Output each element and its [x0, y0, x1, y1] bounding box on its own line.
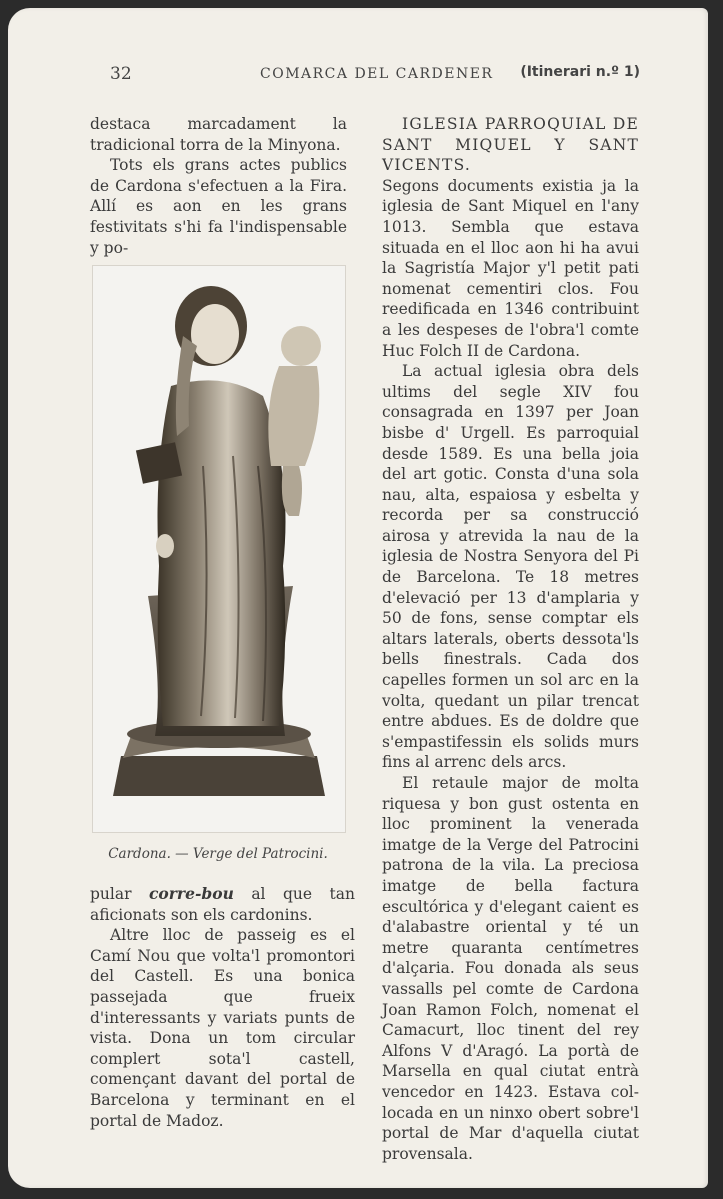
page-header — [110, 64, 640, 86]
paragraph: Segons documents existia ja la iglesia de Sant Miquel en l'any 1013. Sembla que estava situada en el lloc aon hi ha avui la Sagristía Major y'l petit pati nomenat cementiri clos. Fou reedificada en 1346 contribuint a les despeses de l'obra'l comte Huc Folch II de Cardona. — [382, 176, 639, 360]
left-column-top — [90, 114, 347, 258]
right-column — [382, 114, 639, 1164]
left-column-bottom — [90, 884, 355, 1131]
itinerary-label: (Itinerari n.º 1) — [520, 64, 640, 80]
paragraph: Tots els grans actes publics de Cardona s'efectuen a la Fira. Allí es aon en les grans festivitats s'hi fa l'indispensable y po- — [90, 156, 347, 257]
emphasized-term: corre-bou — [148, 884, 234, 903]
paragraph — [90, 884, 355, 925]
paragraph: El retaule major de molta riquesa y bon gust ostenta en lloc prominent la venerada imatge de la Verge del Patrocini patrona de la vila. La preciosa imatge de bella factura escultórica y d'elegant caient es d'alabastre oriental y té un metre quaranta centímetres d'alçaria. Fou donada als seus vassalls pel comte de Cardona Joan Ramon Folch, nomenat el Camacurt, lloc tinent del rey Alfons V d'Aragó. La portà de Marsella en qual ciutat entrà vencedor en 1423. Estava col-locada en un ninxo obert sobre'l portal de Mar d'aquella ciutat provensala. — [382, 774, 639, 1163]
text-run: pular — [90, 885, 149, 903]
page-number: 32 — [110, 64, 132, 84]
text-run: al que tan aficionats son els cardonins. — [90, 885, 355, 924]
section-heading: IGLESIA PARROQUIAL DE SANT MIQUEL Y SANT VICENTS. — [382, 115, 639, 175]
running-title: COMARCA DEL CARDENER — [260, 66, 494, 82]
paragraph: Altre lloc de passeig es el Camí Nou que volta'l promontori del Castell. Es una bonica passejada que frueix d'interessants y variats punts de vista. Dona un tom circular complert sota'l castell, començant davant del portal de Barcelona y terminant en el portal de Madoz. — [90, 926, 355, 1130]
paragraph: La actual iglesia obra dels ultims del segle XIV fou consagrada en 1397 per Joan bisbe d' Urgell. Es parroquial desde 1589. Es una bella joia del art gotic. Consta d'una sola nau, alta, espaiosa y esbelta y recorda per sa construcció airosa y atrevida la nau de la iglesia de Nostra Senyora del Pi de Barcelona. Te 18 metres d'elevació per 13 d'amplaria y 50 de fons, sense comptar els altars laterals, oberts dessota'ls bells finestrals. Cada dos capelles formen un sol arc en la volta, quedant un pilar trencat entre abdues. Es de doldre que s'empastifessin els solids murs fins al arrenc dels arcs. — [382, 362, 639, 772]
figure-caption: Cardona. — Verge del Patrocini. — [108, 846, 328, 862]
statue-photograph — [92, 265, 346, 833]
paragraph: destaca marcadament la tradicional torra de la Minyona. — [90, 115, 347, 154]
virgin-statue-image — [93, 266, 345, 832]
